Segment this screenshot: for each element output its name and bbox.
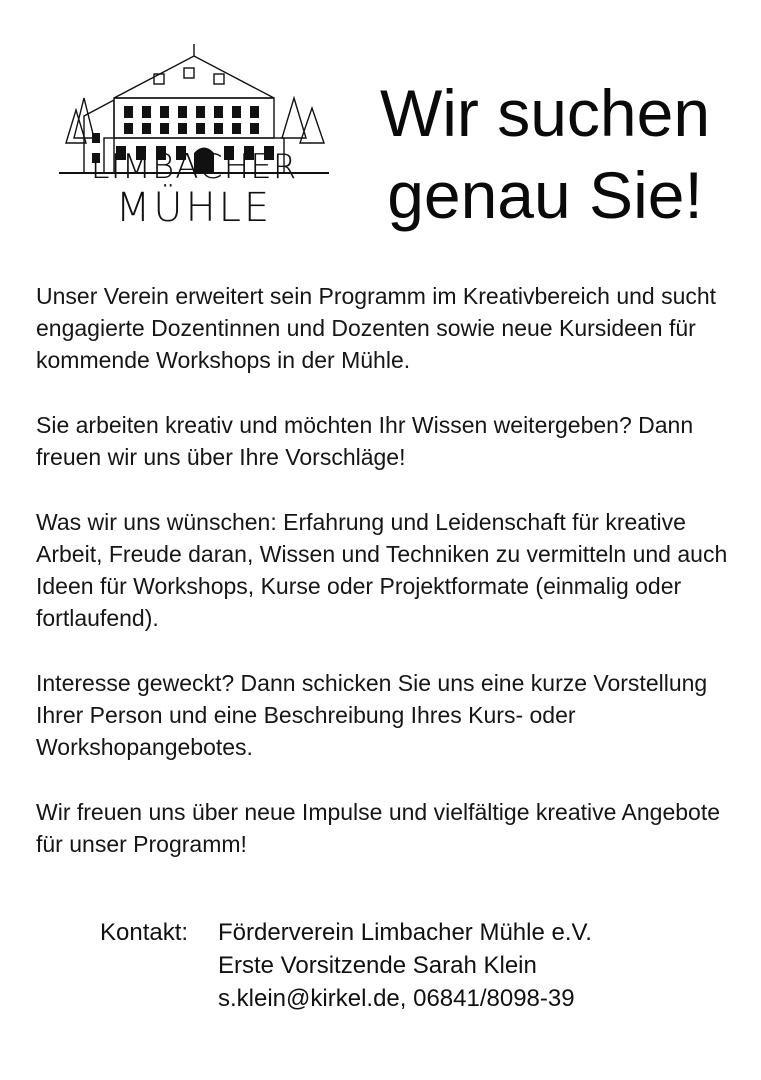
headline-line-1: Wir suchen	[379, 76, 711, 150]
contact-block	[100, 916, 720, 1015]
paragraph-requirements: Was wir uns wünschen: Erfahrung und Leidenschaft für kreative Arbeit, Freude daran, Wissen und Techniken zu vermitteln und auch Ideen für Workshops, Kurse oder Projektformate (einmalig oder fortlaufend).	[36, 509, 728, 631]
logo-line-1: LIMBACHER	[90, 147, 298, 187]
logo-line-2: MÜHLE	[115, 185, 273, 231]
limbacher-muehle-logo	[44, 38, 344, 238]
headline	[340, 72, 750, 236]
headline-line-2: genau Sie!	[387, 158, 703, 232]
paragraph-invitation: Sie arbeiten kreativ und möchten Ihr Wissen weitergeben? Dann freuen wir uns über Ihre Vorschläge!	[36, 412, 694, 470]
logo-wordmark	[44, 146, 344, 230]
contact-lines	[218, 916, 592, 1015]
contact-details[interactable]: s.klein@kirkel.de, 06841/8098-39	[218, 985, 575, 1012]
paragraph-closing: Wir freuen uns über neue Impulse und vielfältige kreative Angebote für unser Programm!	[36, 799, 721, 857]
contact-person: Erste Vorsitzende Sarah Klein	[218, 952, 537, 979]
contact-label: Kontakt:	[100, 919, 189, 946]
paragraph-application: Interesse geweckt? Dann schicken Sie uns eine kurze Vorstellung Ihrer Person und eine Beschreibung Ihres Kurs- oder Workshopangebotes.	[36, 670, 708, 760]
paragraph-program: Unser Verein erweitert sein Programm im Kreativbereich und sucht engagierte Dozentinnen und Dozenten sowie neue Kursideen für kommende Workshops in der Mühle.	[36, 283, 717, 373]
body-text	[36, 280, 748, 893]
contact-organization: Förderverein Limbacher Mühle e.V.	[218, 919, 592, 946]
